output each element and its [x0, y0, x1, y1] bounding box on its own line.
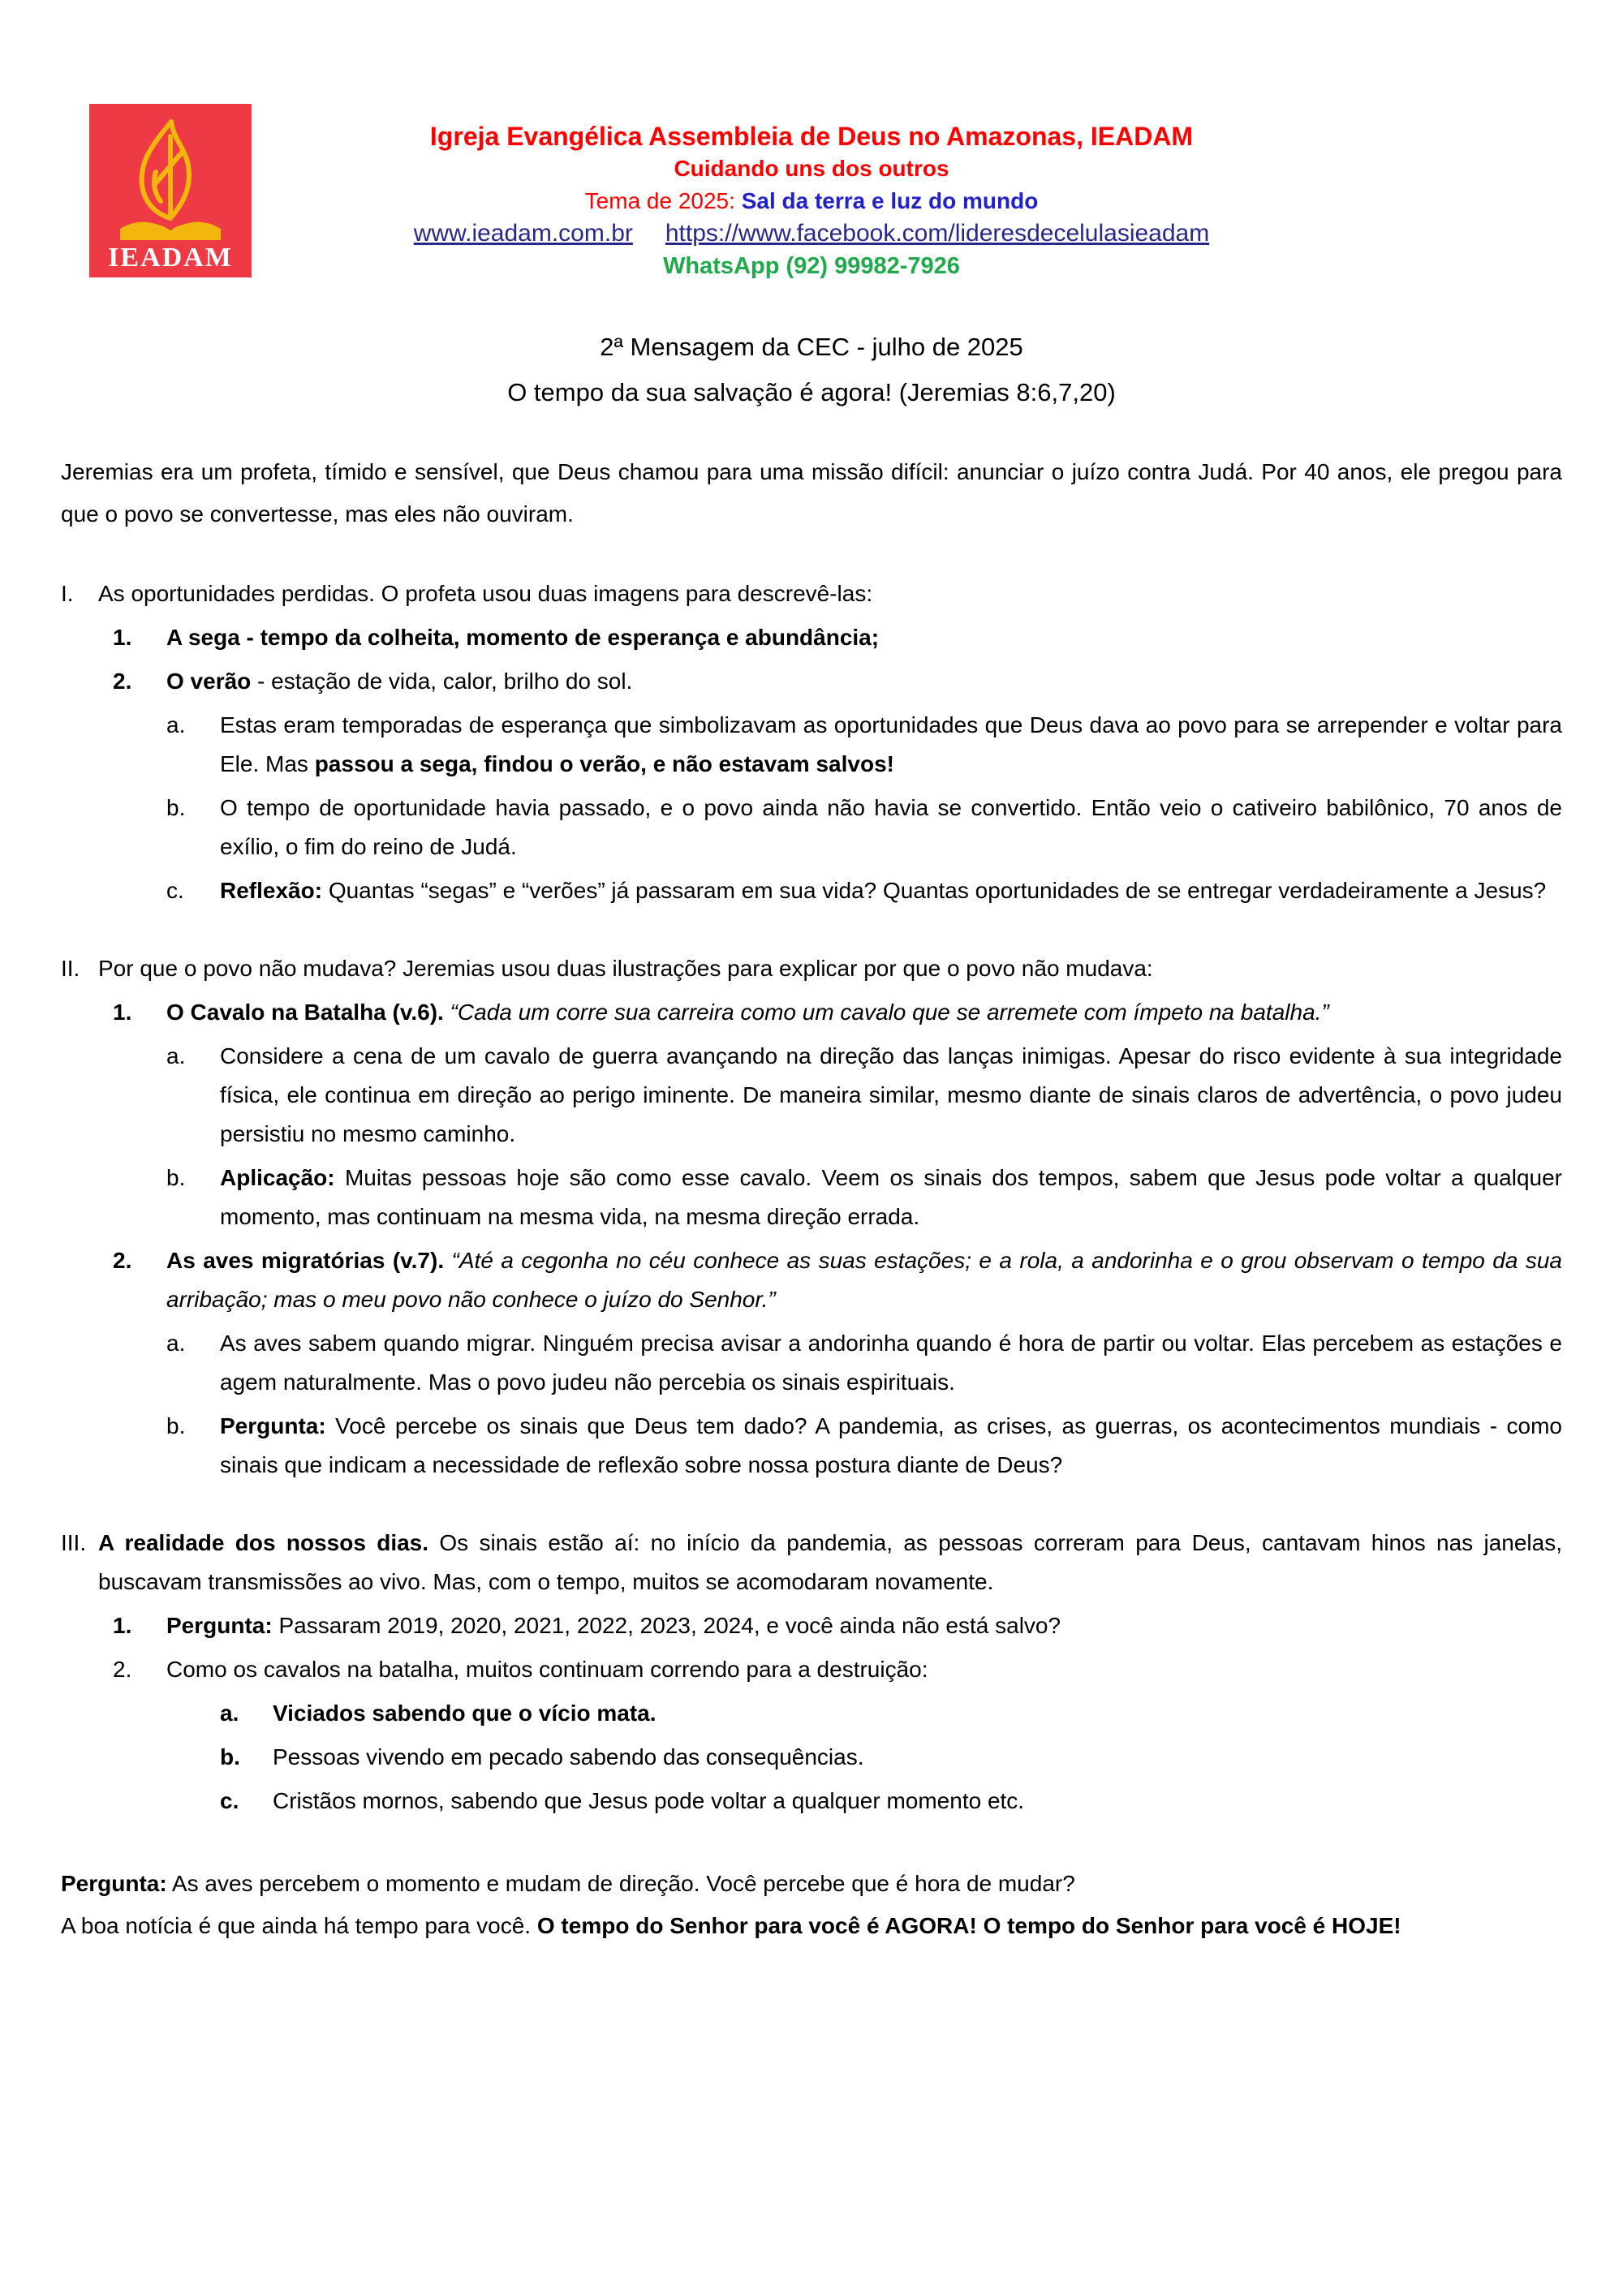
list-marker: 2. — [113, 1657, 132, 1682]
list-item-text: Muitas pessoas hoje são como esse cavalo. Veem os sinais dos tempos, sabem que Jesus pode voltar a qualquer momento, mas continuam na mesma vida, na mesma direção errada. — [220, 1165, 1562, 1229]
list-item — [113, 1606, 1562, 1645]
list-marker: a. — [166, 712, 186, 737]
list-item-text: Considere a cena de um cavalo de guerra avançando na direção das lanças inimigas. Apesar do risco evidente à sua integridade física, ele continua em direção ao perigo iminente. De maneira similar, mesmo diante de sinais claros de advertência, o povo judeu persistiu no mesmo caminho. — [220, 1043, 1562, 1146]
closing-question-lead: Pergunta: — [61, 1871, 167, 1896]
list-marker: b. — [166, 1413, 186, 1438]
section-1 — [61, 574, 1562, 910]
section-1-heading — [61, 574, 1562, 613]
list-subitem — [166, 1159, 1562, 1236]
closing-statement — [61, 1905, 1562, 1947]
list-item-text: - estação de vida, calor, brilho do sol. — [251, 669, 633, 694]
scripture-quote: “Até a cegonha no céu conhece as suas estações; e a rola, a andorinha e o grou observam o tempo da sua arribação; mas o meu povo não conhece o juízo do Senhor.” — [166, 1248, 1562, 1312]
list-item-text: Estas eram temporadas de esperança que simbolizavam as oportunidades que Deus dava ao povo para se arrepender e voltar para Ele. Mas — [220, 712, 1562, 776]
list-marker: a. — [220, 1701, 239, 1726]
scripture-quote: “Cada um corre sua carreira como um cavalo que se arremete com ímpeto na batalha.” — [443, 1000, 1329, 1025]
theme-prefix: Tema de 2025: — [584, 188, 742, 213]
list-marker: 1. — [113, 625, 132, 650]
section-heading-text: Os sinais estão aí: no início da pandemia, as pessoas correram para Deus, cantavam hinos nas janelas, buscavam transmissões ao vivo. Mas, com o tempo, muitos se acomodaram novamente. — [98, 1530, 1562, 1594]
list-item-text: As aves sabem quando migrar. Ninguém precisa avisar a andorinha quando é hora de partir ou voltar. Elas percebem as estações e agem naturalmente. Mas o povo judeu não percebia os sinais espirituais. — [220, 1331, 1562, 1395]
list-item-lead: Aplicação: — [220, 1165, 335, 1190]
list-marker: II. — [61, 956, 80, 981]
list-item-text: O tempo de oportunidade havia passado, e o povo ainda não havia se convertido. Então veio o cativeiro babilônico, 70 anos de exílio, o fim do reino de Judá. — [220, 795, 1562, 859]
list-marker: b. — [220, 1744, 240, 1769]
list-marker: c. — [220, 1788, 239, 1813]
closing-question-text: As aves percebem o momento e mudam de direção. Você percebe que é hora de mudar? — [166, 1871, 1075, 1896]
list-subitem — [166, 1407, 1562, 1485]
list-item-text: Quantas “segas” e “verões” já passaram em sua vida? Quantas oportunidades de se entregar verdadeiramente a Jesus? — [322, 878, 1547, 903]
facebook-link[interactable]: https://www.facebook.com/lideresdecelulasieadam — [665, 220, 1210, 247]
list-item — [113, 993, 1562, 1032]
list-item — [113, 1241, 1562, 1319]
document-header — [0, 0, 1623, 282]
list-item-text: Como os cavalos na batalha, muitos continuam correndo para a destruição: — [166, 1657, 928, 1682]
list-item-lead: As aves migratórias (v.7). — [166, 1248, 445, 1273]
theme-text: Sal da terra e luz do mundo — [741, 188, 1039, 213]
list-item — [113, 1650, 1562, 1689]
closing-statement-emphasis: O tempo do Senhor para você é AGORA! O tempo do Senhor para você é HOJE! — [536, 1913, 1401, 1938]
list-item-text: Cristãos mornos, sabendo que Jesus pode voltar a qualquer momento etc. — [273, 1788, 1025, 1813]
list-marker: b. — [166, 795, 186, 820]
closing-statement-text: A boa notícia é que ainda há tempo para você. — [61, 1913, 537, 1938]
list-marker: 1. — [113, 1613, 132, 1638]
org-name: Igreja Evangélica Assembleia de Deus no Amazonas, IEADAM — [429, 122, 1194, 151]
list-item-emphasis: passou a sega, findou o verão, e não estavam salvos! — [314, 751, 894, 776]
list-item-lead: O Cavalo na Batalha (v.6). — [166, 1000, 444, 1025]
message-title-line2: O tempo da sua salvação é agora! (Jeremias 8:6,7,20) — [507, 378, 1116, 406]
list-marker: b. — [166, 1165, 186, 1190]
list-item-text: A sega - tempo da colheita, momento de esperança e abundância; — [166, 625, 880, 650]
section-heading-text: As oportunidades perdidas. O profeta usou duas imagens para descrevê-las: — [98, 581, 873, 606]
list-item-lead: Pergunta: — [220, 1413, 326, 1438]
list-item-lead: Reflexão: — [220, 878, 323, 903]
list-marker: 1. — [113, 1000, 132, 1025]
section-3-heading — [61, 1524, 1562, 1602]
list-subitem — [166, 871, 1562, 910]
list-subitem — [166, 706, 1562, 784]
list-item-text: Pessoas vivendo em pecado sabendo das consequências. — [273, 1744, 864, 1769]
list-item — [113, 662, 1562, 701]
list-subitem — [166, 789, 1562, 866]
section-heading-text: Por que o povo não mudava? Jeremias usou duas ilustrações para explicar por que o povo não mudava: — [98, 956, 1153, 981]
list-subitem — [220, 1738, 1562, 1777]
logo-text: IEADAM — [108, 243, 233, 273]
ieadam-logo — [89, 104, 252, 277]
list-marker: a. — [166, 1331, 186, 1356]
section-heading-lead: A realidade dos nossos dias. — [98, 1530, 429, 1555]
list-item — [113, 618, 1562, 657]
list-marker: 2. — [113, 669, 132, 694]
message-title-block — [61, 325, 1562, 415]
list-item-text: Você percebe os sinais que Deus tem dado? A pandemia, as crises, as guerras, os acontecimentos mundiais - como sinais que indicam a necessidade de reflexão sobre nossa postura diante de Deus? — [220, 1413, 1562, 1477]
list-item-text: Viciados sabendo que o vício mata. — [273, 1701, 657, 1726]
message-title-line1: 2ª Mensagem da CEC - julho de 2025 — [600, 333, 1023, 361]
list-subitem — [166, 1324, 1562, 1402]
section-3 — [61, 1524, 1562, 1821]
section-2-heading — [61, 949, 1562, 988]
list-marker: 2. — [113, 1248, 132, 1273]
closing-question — [61, 1863, 1562, 1905]
list-item-lead: Pergunta: — [166, 1613, 273, 1638]
list-marker: I. — [61, 581, 74, 606]
org-motto: Cuidando uns dos outros — [674, 156, 949, 181]
list-subitem — [166, 1037, 1562, 1154]
section-2 — [61, 949, 1562, 1485]
list-subitem — [220, 1694, 1562, 1733]
list-item-text: Passaram 2019, 2020, 2021, 2022, 2023, 2024, e você ainda não está salvo? — [272, 1613, 1061, 1638]
list-marker: a. — [166, 1043, 186, 1068]
website-link[interactable]: www.ieadam.com.br — [413, 220, 633, 247]
list-marker: III. — [61, 1530, 87, 1555]
list-item-lead: O verão — [166, 669, 252, 694]
list-subitem — [220, 1782, 1562, 1821]
list-marker: c. — [166, 878, 184, 903]
closing-block — [61, 1863, 1562, 1947]
whatsapp-number: WhatsApp (92) 99982-7926 — [663, 253, 960, 279]
intro-paragraph: Jeremias era um profeta, tímido e sensível, que Deus chamou para uma missão difícil: anunciar o juízo contra Judá. Por 40 anos, ele pregou para que o povo se convertesse, mas eles não ouviram. — [61, 459, 1562, 527]
